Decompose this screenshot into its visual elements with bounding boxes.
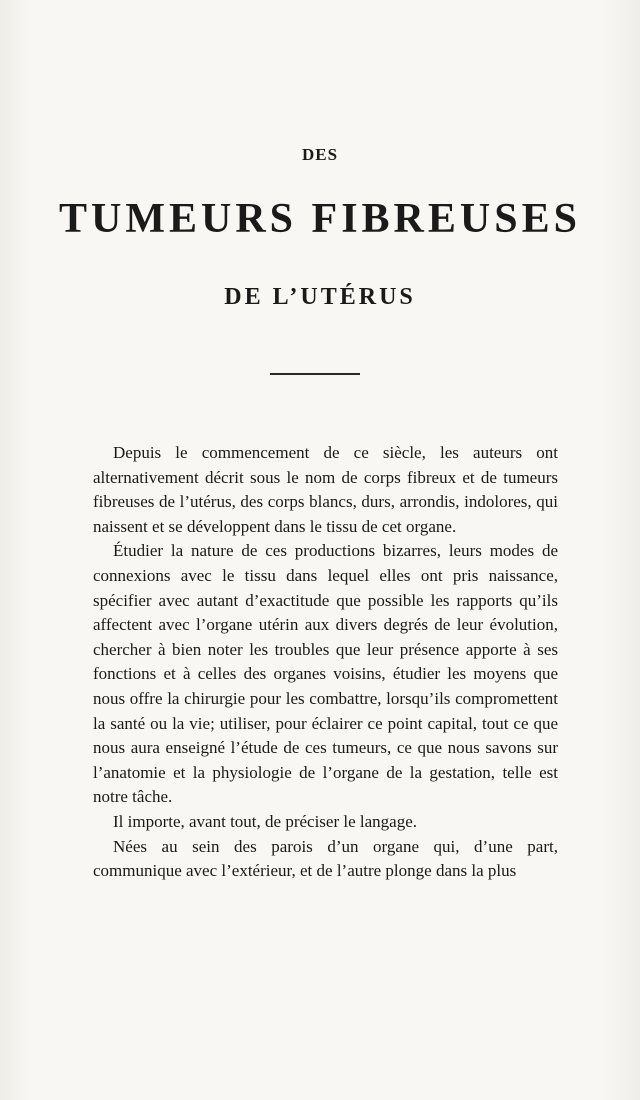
paragraph: Il importe, avant tout, de préciser le langage. [113,811,417,831]
pre-title: DES [301,145,339,164]
paragraph: Étudier la nature de ces productions bizarres, leurs modes de connexions avec le tissu dans lequel elles ont pris naissance, spécifier avec autant d’exactitude que possible les rapports qu’ils affectent avec l’organe utérin aux divers degrés de leur évolution, chercher à bien noter les troubles que leur présence apporte à ses fonctions et à celles des organes voisins, étudier les moyens que nous offre la chirurgie pour les combattre, lorsqu’ils compromettent la santé ou la vie; utiliser, pour éclairer ce point capital, tout ce que nous aura enseigné l’étude de ces tumeurs, ce que nous savons sur l’anatomie et la physiologie de l’organe de la gestation, telle est notre tâche. [93,541,558,807]
paragraph: Nées au sein des parois d’un organe qui, d’une part, communique avec l’extérieur, et de l’autre plonge dans la plus [93,836,558,881]
paragraph: Depuis le commencement de ce siècle, les auteurs ont alternativement décrit sous le nom de corps fibreux et de tumeurs fibreuses de l’utérus, des corps blancs, durs, arrondis, indolores, qui naissent et se développent dans le tissu de cet organe. [93,443,558,536]
page-title: TUMEURS FIBREUSES [59,196,581,242]
body-text [93,441,558,884]
page-subtitle: DE L’UTÉRUS [224,284,416,310]
divider [270,373,360,375]
